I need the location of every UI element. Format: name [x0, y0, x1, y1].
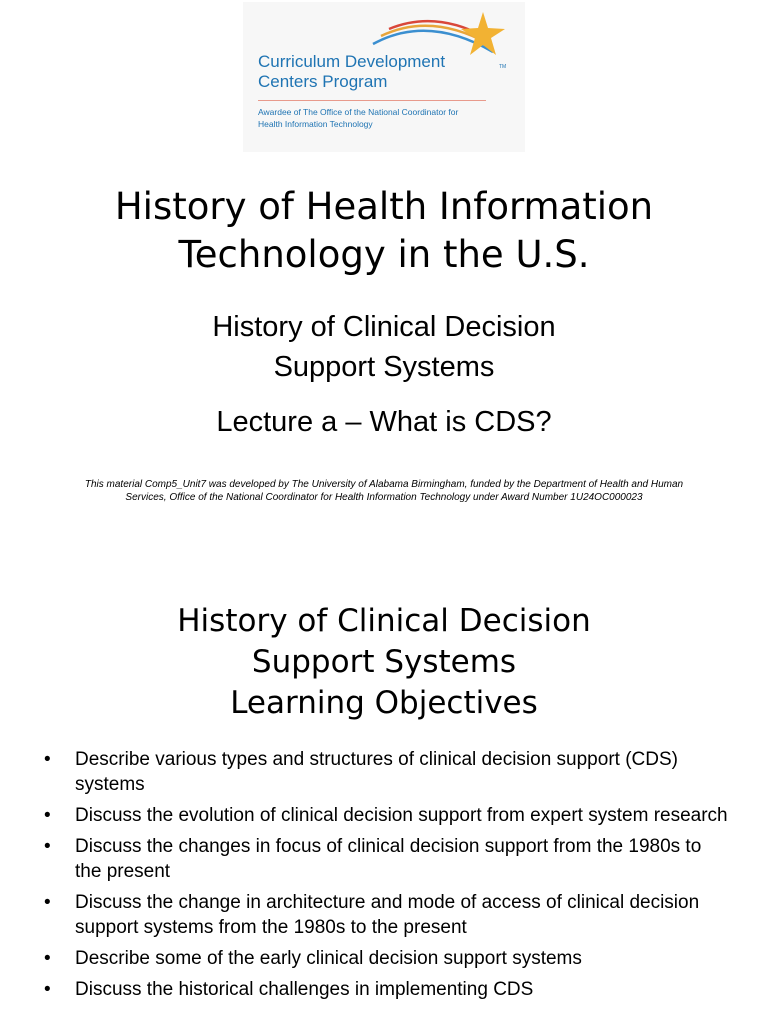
list-item [0, 803, 768, 828]
list-item [0, 890, 768, 940]
logo-divider [258, 100, 486, 101]
trademark-mark: TM [499, 64, 507, 70]
list-item [0, 946, 768, 971]
bullet-icon: • [44, 979, 51, 1000]
objectives-heading: History of Clinical Decision Support Systems Learning Objectives [177, 603, 591, 721]
objectives-list [0, 747, 768, 1008]
logo-awardee-text: Awardee of The Office of the National Coordinator for Health Information Technology [258, 107, 459, 129]
bullet-icon: • [44, 948, 51, 969]
bullet-icon: • [44, 749, 51, 770]
bullet-icon: • [44, 836, 51, 857]
lecture-title: Lecture a – What is CDS? [216, 406, 552, 438]
list-item [0, 747, 768, 797]
objective-text: Discuss the historical challenges in implementing CDS [75, 979, 534, 1000]
logo-program-name: Curriculum Development Centers Program [258, 52, 446, 91]
objective-text: Discuss the change in architecture and mode of access of clinical decision support systems from the 1980s to the present [75, 892, 700, 938]
list-item [0, 834, 768, 884]
page-title: History of Health Information Technology in the U.S. [114, 185, 654, 276]
objective-text: Describe various types and structures of clinical decision support (CDS) systems [75, 749, 678, 795]
funding-disclaimer: This material Comp5_Unit7 was developed by The University of Alabama Birmingham, funded by the Department of Health and Human Services, Office of the National Coordinator for Health Information Technology under Award Number 1U24OC000023 [84, 479, 684, 503]
program-logo [243, 2, 525, 152]
bullet-icon: • [44, 892, 51, 913]
objective-text: Discuss the changes in focus of clinical decision support from the 1980s to the present [75, 836, 702, 882]
bullet-icon: • [44, 805, 51, 826]
page-subtitle: History of Clinical Decision Support Systems [212, 311, 556, 383]
objective-text: Describe some of the early clinical decision support systems [75, 948, 582, 969]
list-item [0, 977, 768, 1002]
objective-text: Discuss the evolution of clinical decision support from expert system research [75, 805, 728, 826]
